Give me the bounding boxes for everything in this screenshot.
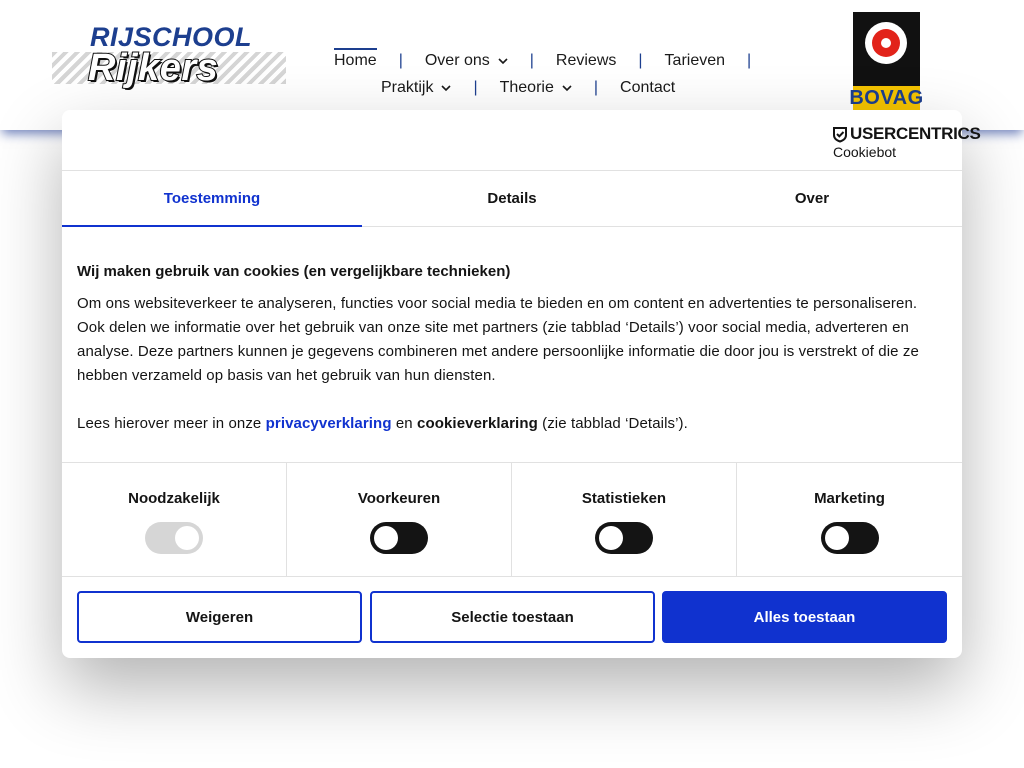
nav-separator: | [398,52,403,69]
uc-brand-sub: Cookiebot [833,144,897,160]
statistieken-toggle[interactable] [595,522,653,554]
category-noodzakelijk [62,463,287,576]
dialog-body [77,260,937,436]
toggle-knob [825,526,849,550]
category-label: Marketing [814,490,885,507]
nav-separator: | [593,79,599,96]
privacy-link[interactable]: privacyverklaring [265,415,392,432]
nav-separator: | [529,52,534,69]
nav-item-praktijk[interactable] [381,79,451,97]
category-marketing [737,463,962,576]
bovag-dot [881,38,891,48]
bovag-label-band [849,86,924,110]
dialog-heading: Wij maken gebruik van cookies (en vergelijkbare technieken) [77,263,511,280]
chevron-down-icon [498,56,508,66]
tab-toestemming[interactable]: Toestemming [62,170,362,226]
allow-all-button[interactable]: Alles toestaan [662,591,947,643]
bovag-ring-icon [865,22,907,64]
logo-main-text: Rijkers [88,47,219,89]
more-prefix: Lees hierover meer in onze [77,415,266,432]
category-voorkeuren [287,463,512,576]
nav-separator: | [473,79,478,96]
nav-item-reviews[interactable] [556,52,616,70]
bovag-emblem [853,12,920,86]
nav-item-label: Reviews [555,52,617,69]
bovag-red-disc [872,29,900,57]
uc-brand-name: USERCENTRICS [850,124,981,143]
nav-item-label: Praktijk [381,79,434,96]
nav-item-home[interactable] [334,48,377,70]
nav-separator: | [747,52,752,69]
usercentrics-logo[interactable] [833,124,981,160]
nav-item-contact[interactable] [620,79,675,97]
noodzakelijk-toggle [145,522,203,554]
more-info-line [77,412,937,436]
nav-row-2 [381,79,675,97]
reject-button[interactable]: Weigeren [77,591,362,643]
shield-check-icon [833,127,847,142]
nav-item-label: Tarieven [664,52,726,69]
nav-item-over-ons[interactable] [425,52,508,70]
toggle-knob [374,526,398,550]
toggle-knob [599,526,623,550]
voorkeuren-toggle[interactable] [370,522,428,554]
consent-categories [62,462,962,577]
toggle-knob [175,526,199,550]
allow-selection-button[interactable]: Selectie toestaan [370,591,655,643]
nav-item-label: Home [334,52,377,69]
dialog-paragraph: Om ons websiteverkeer te analyseren, functies voor social media te bieden en om content en advertenties te personaliseren. Ook delen we informatie over het gebruik van onze site met partners (zie tabblad ‘Details’) voor social media, adverteren en analyse. Deze partners kunnen je gegevens combineren met andere persoonlijke informatie die door jou is verstrekt of die ze hebben verzameld op basis van het gebruik van hun diensten. [77,295,919,384]
dialog-header [62,110,981,171]
nav-item-label: Contact [620,79,676,96]
nav-item-label: Over ons [424,52,490,69]
chevron-down-icon [441,83,451,93]
more-suffix: (zie tabblad ‘Details’). [537,415,688,432]
dialog-buttons [77,591,947,643]
nav-separator: | [638,52,643,69]
tab-details[interactable]: Details [487,189,537,207]
logo-top-text: RIJSCHOOL [90,22,253,52]
nav-row-1 [334,52,773,70]
category-label: Voorkeuren [357,490,441,507]
chevron-down-icon [562,83,572,93]
more-middle: en [391,415,418,432]
category-label: Statistieken [581,490,667,507]
site-logo[interactable] [52,22,286,94]
category-label: Noodzakelijk [128,490,220,507]
marketing-toggle[interactable] [821,522,879,554]
uc-brand [833,124,981,144]
nav-item-theorie[interactable] [500,79,572,97]
bovag-badge[interactable] [849,12,924,110]
cookie-consent-dialog [62,110,981,658]
tab-over[interactable]: Over [794,189,830,207]
bovag-text: BOVAG [849,86,924,109]
nav-item-tarieven[interactable] [665,52,725,70]
category-statistieken [512,463,737,576]
cookie-statement-link[interactable]: cookieverklaring [417,415,538,432]
nav-item-label: Theorie [499,79,554,96]
dialog-tabs [62,170,962,227]
